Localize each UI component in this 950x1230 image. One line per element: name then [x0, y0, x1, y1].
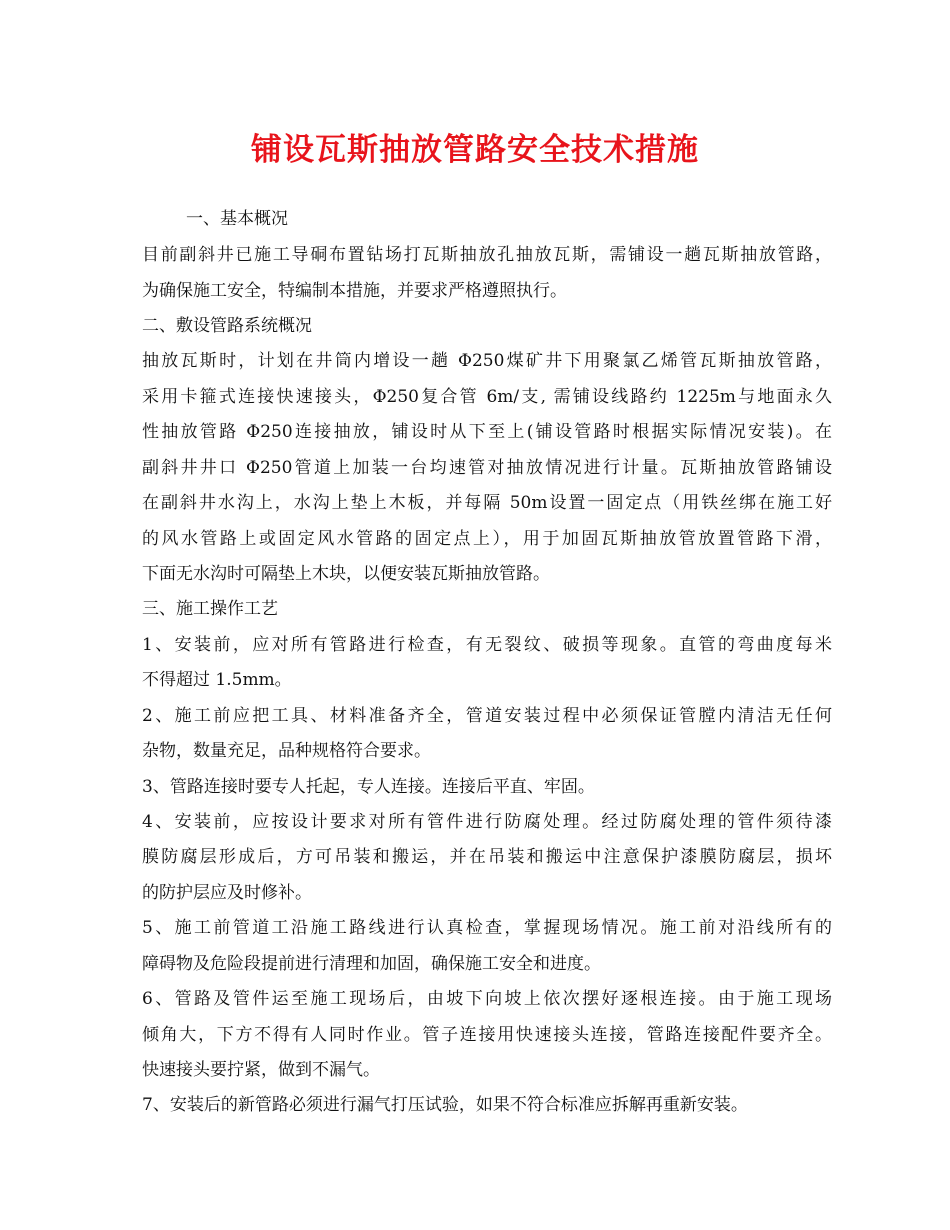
list-item-line: 杂物，数量充足，品种规格符合要求。 — [142, 741, 431, 761]
paragraph-line: 的风水管路上或固定风水管路的固定点上），用于加固瓦斯抽放管放置管路下滑， — [142, 529, 832, 549]
section-heading-pipeline-system: 二、敷设管路系统概况 — [142, 316, 312, 336]
paragraph-line: 副斜井井口 Φ250管道上加装一台均速管对抽放情况进行计量。瓦斯抽放管路铺设 — [142, 458, 832, 478]
list-item-line: 1、安装前，应对所有管路进行检查，有无裂纹、破损等现象。直管的弯曲度每米 — [142, 635, 832, 655]
list-item-line: 膜防腐层形成后，方可吊装和搬运，并在吊装和搬运中注意保护漆膜防腐层，损坏 — [142, 847, 832, 867]
list-item-line: 2、施工前应把工具、材料准备齐全，管道安装过程中必须保证管膛内清洁无任何 — [142, 706, 832, 726]
list-item-line: 快速接头要拧紧，做到不漏气。 — [142, 1060, 380, 1080]
paragraph-line: 抽放瓦斯时，计划在井筒内增设一趟 Φ250煤矿井下用聚氯乙烯管瓦斯抽放管路， — [142, 351, 832, 371]
paragraph-line: 在副斜井水沟上，水沟上垫上木板，并每隔 50m设置一固定点（用铁丝绑在施工好 — [142, 493, 832, 513]
list-item-line: 4、安装前，应按设计要求对所有管件进行防腐处理。经过防腐处理的管件须待漆 — [142, 812, 832, 832]
list-item-line: 倾角大，下方不得有人同时作业。管子连接用快速接头连接，管路连接配件要齐全。 — [142, 1025, 832, 1045]
section-heading-construction-process: 三、施工操作工艺 — [142, 599, 278, 619]
list-item-line: 5、施工前管道工沿施工路线进行认真检查，掌握现场情况。施工前对沿线所有的 — [142, 918, 832, 938]
paragraph-line: 采用卡箍式连接快速接头，Φ250复合管 6m/支, 需铺设线路约 1225m与地面永久 — [142, 387, 832, 407]
list-item-line: 3、管路连接时要专人托起，专人连接。连接后平直、牢固。 — [142, 777, 595, 797]
document-title: 铺设瓦斯抽放管路安全技术措施 — [251, 132, 699, 168]
list-item-line: 7、安装后的新管路必须进行漏气打压试验，如果不符合标准应拆解再重新安装。 — [142, 1095, 748, 1115]
paragraph-line: 目前副斜井已施工导硐布置钻场打瓦斯抽放孔抽放瓦斯，需铺设一趟瓦斯抽放管路， — [142, 245, 832, 265]
list-item-line: 6、管路及管件运至施工现场后，由坡下向坡上依次摆好逐根连接。由于施工现场 — [142, 989, 832, 1009]
list-item-line: 障碍物及危险段提前进行清理和加固，确保施工安全和进度。 — [142, 954, 601, 974]
list-item-line: 不得超过 1.5mm。 — [142, 670, 292, 690]
list-item-line: 的防护层应及时修补。 — [142, 883, 312, 903]
section-heading-basic-overview: 一、基本概况 — [186, 209, 288, 229]
paragraph-line: 为确保施工安全，特编制本措施，并要求严格遵照执行。 — [142, 281, 567, 301]
paragraph-line: 下面无水沟时可隔垫上木块，以便安装瓦斯抽放管路。 — [142, 564, 550, 584]
paragraph-line: 性抽放管路 Φ250连接抽放，铺设时从下至上(铺设管路时根据实际情况安装)。在 — [142, 422, 832, 442]
